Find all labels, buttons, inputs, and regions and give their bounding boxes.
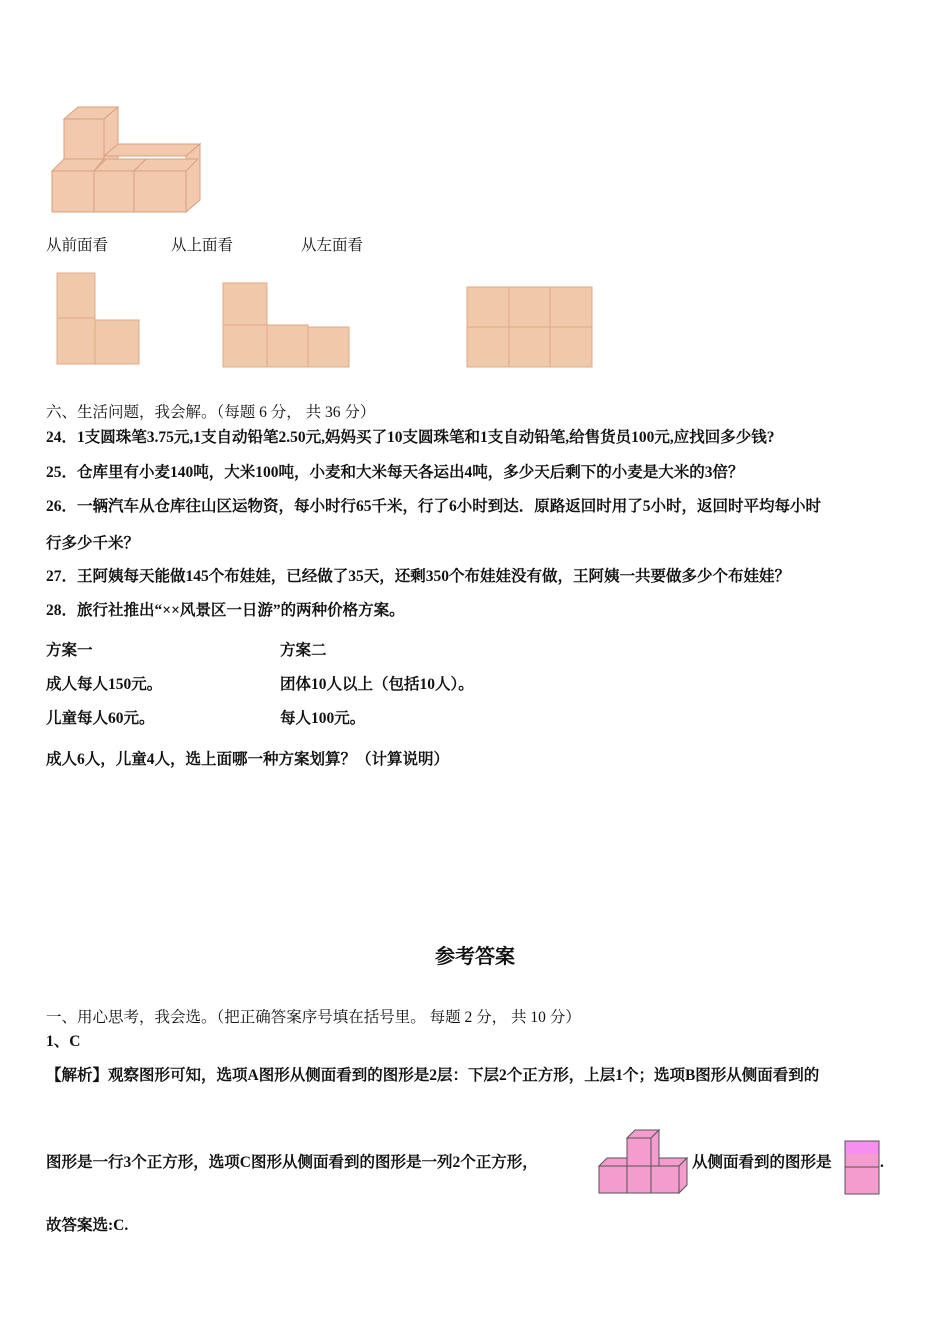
question-28-ask: 成人6人，儿童4人，选上面哪一种方案划算？（计算说明） (46, 751, 450, 768)
label-left-view: 从左面看 (301, 237, 364, 254)
front-view-figure (56, 272, 142, 367)
plan1-line2: 儿童每人60元。 (46, 710, 155, 727)
plan2-line1: 团体10人以上（包括10人）。 (280, 676, 474, 693)
analysis-line2-cont: 从侧面看到的图形是 (692, 1154, 832, 1171)
side-view-figure (844, 1140, 880, 1196)
top-view-figure (222, 282, 352, 369)
left-view-figure (466, 286, 594, 369)
label-top-view: 从上面看 (171, 237, 234, 254)
label-front-view: 从前面看 (46, 237, 109, 254)
answers-heading: 一、用心思考，我会选。（把正确答案序号填在括号里。 每题 2 分， 共 10 分） (46, 1009, 581, 1026)
plan1-title: 方案一 (46, 642, 93, 659)
question-27: 27．王阿姨每天能做145个布娃娃，已经做了35天，还剩350个布娃娃没有做，王阿姨一共要做多少个布娃娃？ (46, 568, 791, 585)
question-26-cont: 行多少千米？ (46, 535, 140, 552)
answers-title: 参考答案 (435, 946, 515, 968)
plan2-line2: 每人100元。 (280, 710, 366, 727)
section6-heading: 六、生活问题，我会解。（每题 6 分， 共 36 分） (46, 404, 376, 421)
analysis-period: . (880, 1154, 884, 1171)
plan2-title: 方案二 (280, 642, 327, 659)
question-28: 28．旅行社推出“××风景区一日游”的两种价格方案。 (46, 602, 405, 619)
cube-figure-3d (50, 104, 205, 216)
answer-1: 1、C (46, 1033, 81, 1050)
question-24: 24．1支圆珠笔3.75元,1支自动铅笔2.50元,妈妈买了10支圆珠笔和1支自动铅笔,给售货员100元,应找回多少钱? (46, 429, 775, 446)
question-25: 25．仓库里有小麦140吨，大米100吨，小麦和大米每天各运出4吨，多少天后剩下的小麦是大米的3倍？ (46, 464, 744, 481)
analysis-line1: 【解析】观察图形可知，选项A图形从侧面看到的图形是2层：下层2个正方形，上层1个；选项B图形从侧面看到的 (46, 1067, 820, 1084)
pink-cube-figure (597, 1128, 692, 1196)
conclusion: 故答案选:C. (46, 1217, 129, 1234)
plan1-line1: 成人每人150元。 (46, 676, 163, 693)
analysis-line2: 图形是一行3个正方形，选项C图形从侧面看到的图形是一列2个正方形， (46, 1154, 538, 1171)
question-26: 26．一辆汽车从仓库往山区运物资，每小时行65千米，行了6小时到达．原路返回时用了5小时，返回时平均每小时 (46, 498, 822, 515)
